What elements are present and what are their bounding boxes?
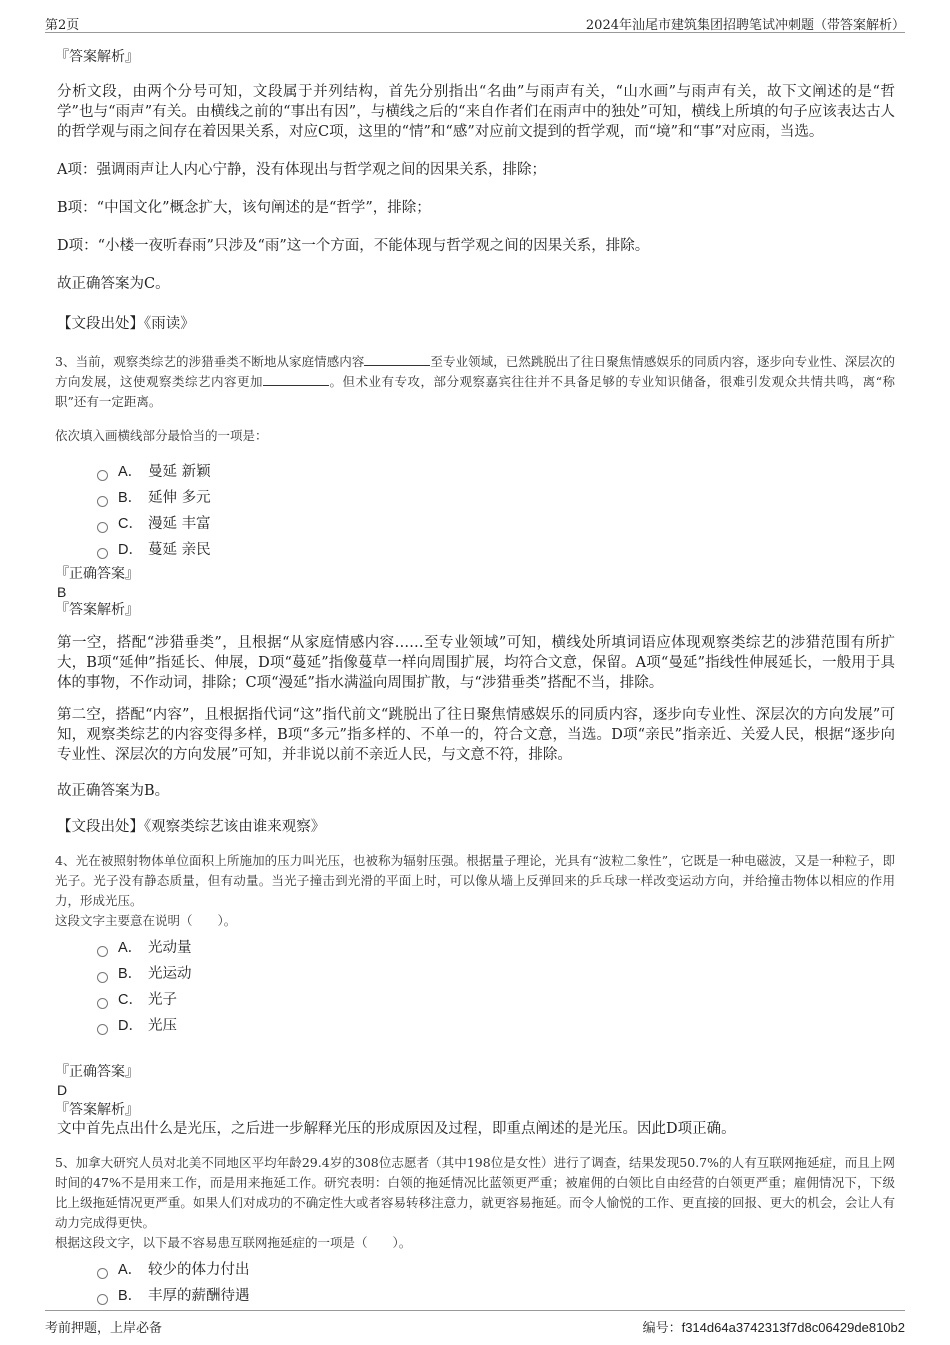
option-c[interactable]: C． 漫延 丰富 <box>55 511 895 537</box>
page-footer <box>45 1310 905 1337</box>
analysis-label: 『答案解析』 <box>55 1102 139 1118</box>
question-4-options <box>55 935 895 1039</box>
option-b[interactable]: B． 丰厚的薪酬待遇 <box>55 1283 895 1309</box>
document-id: 编号：f314d64a3742313f7d8c06429de810b2 <box>642 1320 905 1335</box>
answer-label: 『正确答案』 <box>55 566 139 582</box>
radio-icon[interactable] <box>97 946 108 957</box>
conclusion: 故正确答案为B。 <box>57 783 170 799</box>
source-citation: 【文段出处】《雨读》 <box>57 316 195 332</box>
radio-icon[interactable] <box>97 522 108 533</box>
radio-icon[interactable] <box>97 470 108 481</box>
question-3-options <box>55 459 895 563</box>
option-c[interactable]: C． 光子 <box>55 987 895 1013</box>
analysis-label: 『答案解析』 <box>55 49 139 65</box>
page-content <box>55 44 895 1309</box>
analysis-option-d: D项：“小楼一夜听春雨”只涉及“雨”这一个方面，不能体现与哲学观之间的因果关系，排除。 <box>57 238 650 254</box>
fill-blank-1 <box>364 353 430 366</box>
question-5-text: 5、加拿大研究人员对北美不同地区平均年龄29.4岁的308位志愿者（其中198位是女性）进行了调查，结果发现50.7%的人有互联网拖延症，而且上网时间的47%不是用来工作，而是用来拖延工作。研究表明：白领的拖延情况比蓝领更严重；被雇佣的白领比自由经营的白领更严重；雇佣情况下，下级比上级拖延情况更严重。如果人们对成功的不确定性大或者容易转移注意力，就更容易拖延。而令人愉悦的工作、更直接的回报、更大的机会，会让人有动力完成得更快。 <box>55 1155 895 1230</box>
analysis-paragraph: 分析文段，由两个分号可知，文段属于并列结构，首先分别指出“名曲”与雨声有关，“山水画”与雨声有关，故下文阐述的是“哲学”也与“雨声”有关。由横线之前的“事出有因”，与横线之后的“来自作者们在雨声中的独处”可知，横线上所填的句子应该表达古人的哲学观与雨之间存在着因果关系，对应C项，这里的“情”和“感”对应前文提到的哲学观，而“境”和“事”对应雨，当选。 <box>57 84 895 140</box>
option-d[interactable]: D． 蔓延 亲民 <box>55 537 895 563</box>
document-title: 2024年汕尾市建筑集团招聘笔试冲刺题（带答案解析） <box>585 18 905 33</box>
radio-icon[interactable] <box>97 1024 108 1035</box>
question-3-text: 3、当前，观察类综艺的涉猎垂类不断地从家庭情感内容 至专业领域，已然跳脱出了往日聚焦情感娱乐的同质内容，逐步向专业性、深层次的方向发展，这使观察类综艺内容更加 。但术业有专攻，部分观察嘉宾往往并不具备足够的专业知识储备，很难引发观众共情共鸣，离“称职”还有一定距离。 <box>55 354 895 409</box>
option-b[interactable]: B． 延伸 多元 <box>55 485 895 511</box>
analysis-paragraph: 文中首先点出什么是光压，之后进一步解释光压的形成原因及过程，即重点阐述的是光压。因此D项正确。 <box>57 1121 736 1137</box>
analysis-paragraph-1: 第一空，搭配“涉猎垂类”，且根据“从家庭情感内容……至专业领域”可知，横线处所填词语应体现观察类综艺的涉猎范围有所扩大，B项“延伸”指延长、伸展，D项“蔓延”指像蔓草一样向周围扩展，均符合文意，保留。A项“曼延”指线性伸展延长，一般用于具体的事物，不作动词，排除；C项“漫延”指水满溢向周围扩散，与“涉猎垂类”搭配不当，排除。 <box>57 635 895 691</box>
fill-blank-2 <box>263 373 329 386</box>
question-5-prompt: 根据这段文字，以下最不容易患互联网拖延症的一项是（ ）。 <box>55 1235 412 1250</box>
conclusion: 故正确答案为C。 <box>57 276 170 292</box>
option-a[interactable]: A． 较少的体力付出 <box>55 1257 895 1283</box>
analysis-label: 『答案解析』 <box>55 602 139 618</box>
radio-icon[interactable] <box>97 998 108 1009</box>
page-header <box>45 12 905 33</box>
radio-icon[interactable] <box>97 972 108 983</box>
analysis-option-a: A项：强调雨声让人内心宁静，没有体现出与哲学观之间的因果关系，排除； <box>57 162 546 178</box>
option-d[interactable]: D． 光压 <box>55 1013 895 1039</box>
answer-value: D <box>57 1082 68 1098</box>
radio-icon[interactable] <box>97 1268 108 1279</box>
question-3-prompt: 依次填入画横线部分最恰当的一项是： <box>55 428 268 443</box>
question-4-prompt: 这段文字主要意在说明（ ）。 <box>55 913 237 928</box>
option-b[interactable]: B． 光运动 <box>55 961 895 987</box>
answer-value: B <box>57 584 67 600</box>
radio-icon[interactable] <box>97 1294 108 1305</box>
option-a[interactable]: A． 光动量 <box>55 935 895 961</box>
analysis-option-b: B项：“中国文化”概念扩大，该句阐述的是“哲学”，排除； <box>57 200 431 216</box>
option-a[interactable]: A． 曼延 新颖 <box>55 459 895 485</box>
source-citation: 【文段出处】《观察类综艺该由谁来观察》 <box>57 819 326 835</box>
question-4-text: 4、光在被照射物体单位面积上所施加的压力叫光压，也被称为辐射压强。根据量子理论，光具有“波粒二象性”，它既是一种电磁波，又是一种粒子，即光子。光子没有静态质量，但有动量。当光子撞击到光滑的平面上时，可以像从墙上反弹回来的乒乓球一样改变运动方向，并给撞击物体以相应的作用力，形成光压。 <box>55 853 895 908</box>
page-number: 第2页 <box>45 18 80 33</box>
radio-icon[interactable] <box>97 548 108 559</box>
answer-label: 『正确答案』 <box>55 1064 139 1080</box>
question-5-options <box>55 1257 895 1309</box>
analysis-paragraph-2: 第二空，搭配“内容”，且根据指代词“这”指代前文“跳脱出了往日聚焦情感娱乐的同质内容，逐步向专业性、深层次的方向发展”可知，观察类综艺的内容变得多样，B项“多元”指多样的、不单一的，符合文意，当选。D项“亲民”指亲近、关爱人民，根据“逐步向专业性、深层次的方向发展”可知，并非说以前不亲近人民，与文意不符，排除。 <box>57 707 895 763</box>
footer-slogan: 考前押题，上岸必备 <box>45 1321 163 1336</box>
radio-icon[interactable] <box>97 496 108 507</box>
